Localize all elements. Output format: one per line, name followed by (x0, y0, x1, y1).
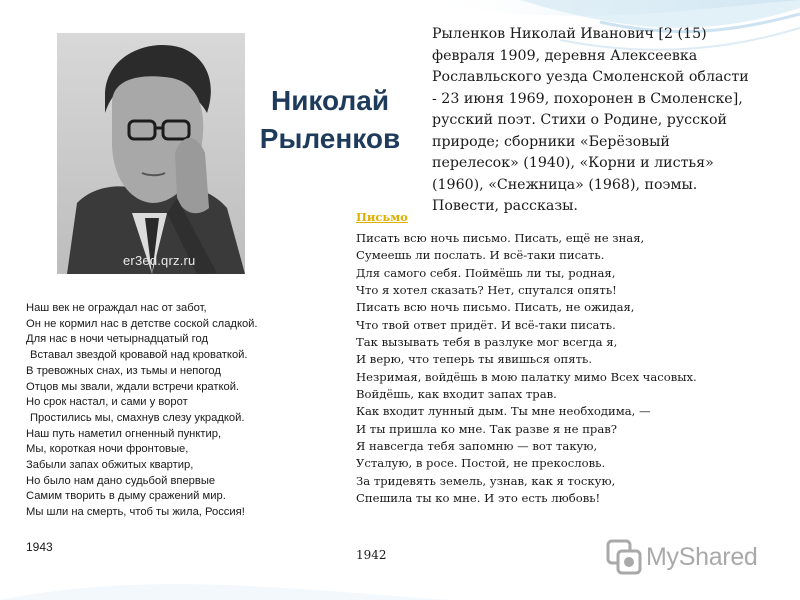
poem-line: Писать всю ночь письмо. Писать, не ожидая, (356, 300, 635, 315)
poem-line: Писать всю ночь письмо. Писать, ещё не зная, (356, 231, 645, 245)
poem-line: Так вызывать тебя в разлуке мог всегда я, (356, 335, 618, 350)
poem-line: Он не кормил нас в детстве соской сладкой. (26, 317, 258, 330)
poet-last-name: Рыленков (259, 123, 401, 154)
poem-line: И ты пришла ко мне. Так разве я не прав? (356, 421, 618, 436)
poem-line: Что твой ответ придёт. И всё-таки писать. (356, 317, 616, 332)
poem-pismo (356, 230, 697, 508)
bio-line: русский поэт. Стихи о Родине, русской (432, 112, 727, 128)
poem-line: Но было нам дано судьбой впервые (26, 474, 216, 487)
poem-line: В тревожных снах, из тьмы и непогод (26, 364, 221, 377)
poet-first-name: Николай (270, 85, 390, 116)
poem-line: Мы шли на смерть, чтоб ты жила, Россия! (26, 506, 245, 519)
poem-line: Для нас в ночи четырнадцатый год (26, 333, 209, 346)
bio-line: перелесок» (1940), «Корни и листья» (432, 155, 714, 171)
poem-line: Усталую, в росе. Постой, не прекословь. (356, 456, 606, 471)
poem-line: Незримая, войдёшь в мою палатку мимо Всех часовых. (356, 369, 697, 384)
portrait-image (57, 33, 245, 274)
poem-line: Для самого себя. Поймёшь ли ты, родная, (356, 265, 616, 280)
poem-line: Сумеешь ли послать. И всё-таки писать. (356, 248, 605, 263)
poem-year-1942: 1942 (356, 548, 387, 562)
myshared-logo-text: MyShared (646, 542, 758, 571)
poem-line: Вставал звездой кровавой над кроваткой. (30, 349, 248, 362)
poem-line: Наш век не ограждал нас от забот, (26, 302, 207, 314)
poem-line: Как входит лунный дым. Ты мне необходима, — (356, 404, 651, 419)
poem-line: Что я хотел сказать? Нет, спутался опять! (356, 283, 617, 298)
poem-line: Но срок настал, и сами у ворот (26, 396, 188, 409)
bio-line: февраля 1909, деревня Алексеевка (432, 47, 698, 64)
myshared-logo-icon (606, 539, 642, 575)
poet-name-heading (250, 82, 410, 158)
biography-text (432, 24, 777, 218)
poem-line: Я навсегда тебя запомню — вот такую, (356, 439, 598, 454)
bio-line: (1960), «Снежница» (1968), поэмы. (432, 176, 698, 193)
bio-line: природе; сборники «Берёзовый (432, 133, 670, 150)
myshared-logo[interactable] (606, 537, 758, 577)
poem-year-1943: 1943 (26, 540, 53, 554)
bio-line: Рославльского уезда Смоленской области (432, 69, 749, 85)
poem-sonnet-1943 (26, 301, 326, 521)
poem-line: Спешила ты ко мне. И это есть любовь! (356, 491, 601, 506)
poem-line: Отцов мы звали, ждали встречи краткой. (26, 380, 240, 393)
poem-line: Мы, короткая ночи фронтовые, (26, 443, 189, 456)
poem-line: За тридевять земель, узнав, как я тоскую, (356, 473, 616, 488)
bio-line: Повести, рассказы. (432, 198, 578, 214)
poem-title-pismo[interactable]: Письмо (356, 210, 408, 224)
poem-line: Наш путь наметил огненный пунктир, (26, 427, 222, 440)
portrait-photo (57, 33, 245, 274)
poem-line: Простились мы, смахнув слезу украдкой. (30, 411, 245, 424)
bio-line: Рыленков Николай Иванович [2 (15) (432, 26, 707, 42)
photo-watermark: er3ed.qrz.ru (123, 253, 196, 268)
poem-line: Забыли запах обжитых квартир, (26, 459, 194, 472)
poem-line: И верю, что теперь ты явишься опять. (356, 352, 593, 367)
poem-line: Войдёшь, как входит запах трав. (356, 387, 557, 402)
bio-line: - 23 июня 1969, похоронен в Смоленске], (432, 90, 743, 107)
poem-line: Самим творить в дыму сражений мир. (26, 490, 226, 503)
